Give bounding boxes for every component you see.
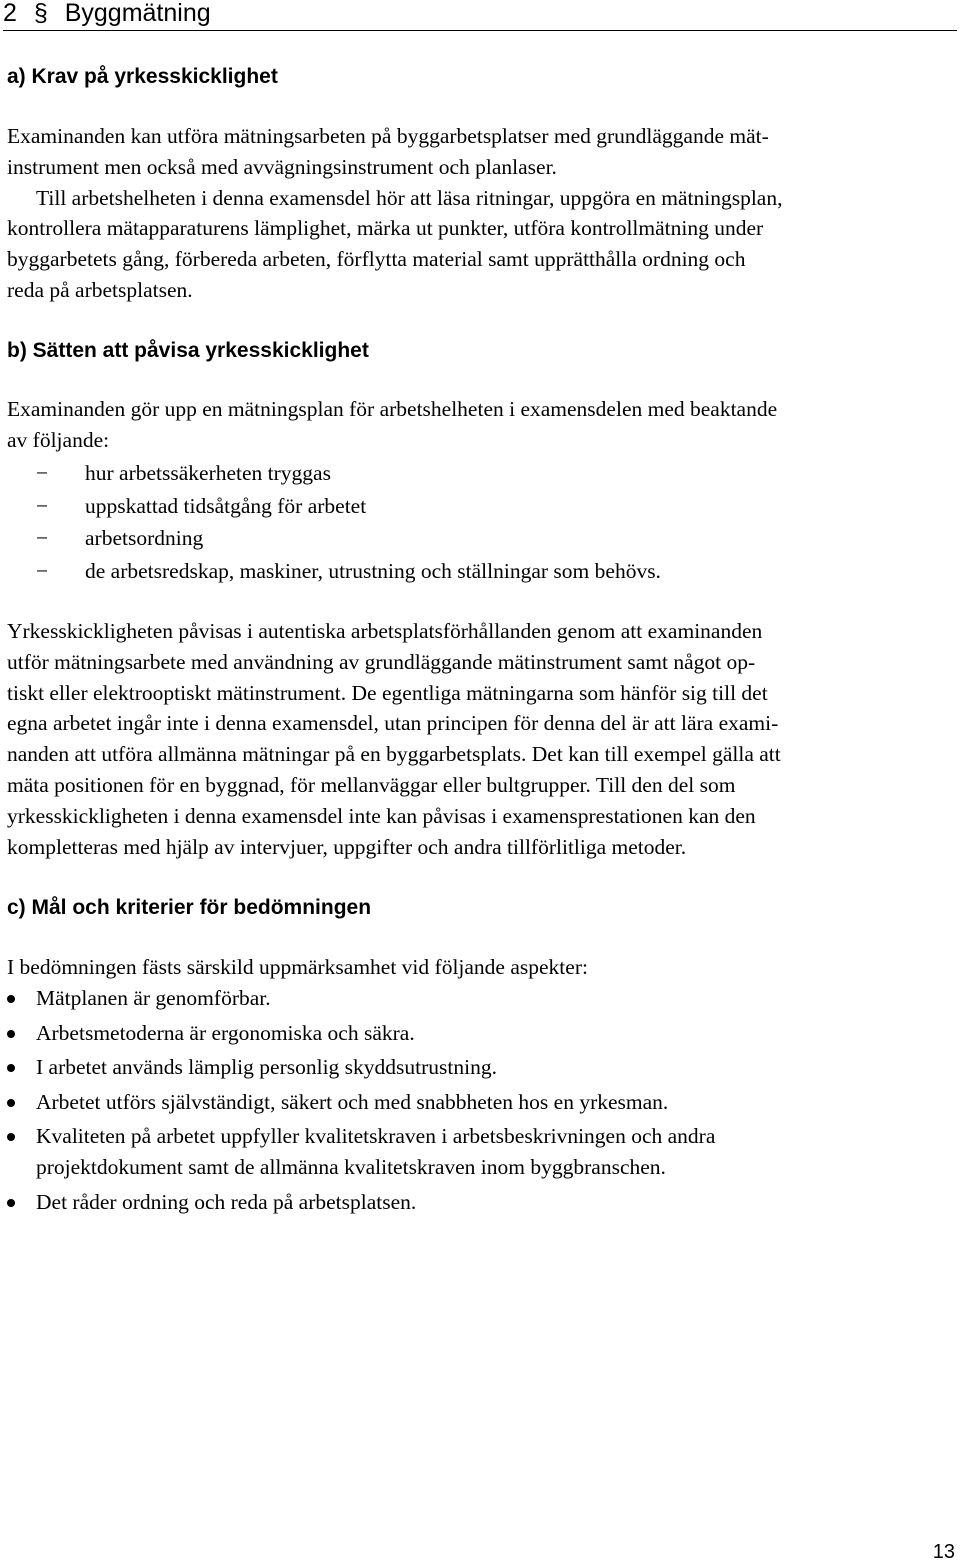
section-b-heading: b) Sätten att påvisa yrkesskicklighet [7,339,369,362]
list-item [7,1052,715,1083]
paragraph-line: av följande: [7,427,110,452]
dash-marker: − [36,461,49,485]
list-item-text: Mätplanen är genomförbar. [36,986,271,1010]
section-c-intro [7,952,957,983]
bullet-marker [7,1030,15,1038]
bullet-marker [7,1064,15,1072]
paragraph-line: kontrollera mätapparaturens lämplighet, märka ut punkter, utföra kontrollmätning under [7,216,764,241]
list-item [7,1087,715,1118]
list-item [36,490,661,523]
dash-marker: − [36,493,49,518]
section-b-paragraph [7,616,957,862]
paragraph-line: mäta positionen för en byggnad, för mellanväggar eller bultgrupper. Till den del som [7,772,736,797]
list-item [36,457,661,490]
dash-list [36,457,661,587]
bullet-marker [7,1133,15,1141]
list-item [7,1121,715,1183]
section-b-intro [7,394,957,456]
dash-marker: − [36,558,49,583]
list-item-text: Arbetsmetoderna är ergonomiska och säkra. [36,1020,415,1045]
paragraph-line: Yrkesskickligheten påvisas i autentiska arbetsplatsförhållanden genom att examinanden [7,619,763,643]
dash-marker: − [36,526,49,551]
page-number: 13 [932,1541,955,1563]
paragraph-line: yrkesskickligheten i denna examensdel inte kan påvisas i examensprestationen kan den [7,803,756,828]
list-item-text: uppskattad tidsåtgång för arbetet [85,493,367,518]
paragraph-line: kompletteras med hjälp av intervjuer, uppgifter och andra tillförlitliga metoder. [7,834,687,859]
chapter-number: 2 [3,0,17,27]
paragraph-line: Examinanden kan utföra mätningsarbeten på byggarbetsplatser med grundläggande mät- [7,124,769,148]
paragraph-line: reda på arbetsplatsen. [7,277,193,302]
bullet-marker [7,1099,15,1107]
paragraph-line: I bedömningen fästs särskild uppmärksamhet vid följande aspekter: [7,955,588,979]
paragraph-line: instrument men också med avvägningsinstrument och planlaser. [7,154,557,179]
list-item [7,1187,715,1218]
list-item-text: arbetsordning [85,526,204,551]
list-item-text: Arbetet utförs självständigt, säkert och med snabbheten hos en yrkesman. [36,1089,669,1114]
paragraph-line: nanden att utföra allmänna mätningar på en byggarbetsplats. Det kan till exempel gälla att [7,742,781,767]
list-item-text: de arbetsredskap, maskiner, utrustning och ställningar som behövs. [85,558,661,583]
list-item [7,983,715,1014]
list-item [7,1018,715,1049]
paragraph-line: tiskt eller elektrooptiskt mätinstrument. De egentliga mätningarna som hänför sig till det [7,680,768,705]
paragraph-line: byggarbetets gång, förbereda arbeten, förflytta material samt upprätthålla ordning och [7,247,746,272]
section-a-paragraph [7,121,957,306]
section-a-heading: a) Krav på yrkesskicklighet [7,65,278,88]
list-item-text: I arbetet används lämplig personlig skyddsutrustning. [36,1055,497,1079]
list-item-text: Det råder ordning och reda på arbetsplatsen. [36,1189,417,1214]
list-item-text: hur arbetssäkerheten tryggas [85,461,331,485]
paragraph-line: Till arbetshelheten i denna examensdel hör att läsa ritningar, uppgöra en mätningsplan, [36,185,783,210]
section-symbol: § [33,0,48,27]
bullet-marker [7,995,15,1003]
chapter-header [3,0,957,31]
paragraph-line: egna arbetet ingår inte i denna examensdel, utan principen för denna del är att lära exami- [7,711,779,736]
list-item [36,555,661,588]
paragraph-line: utför mätningsarbete med användning av grundläggande mätinstrument samt något op- [7,649,756,674]
list-item [36,522,661,555]
paragraph-line: Examinanden gör upp en mätningsplan för arbetshelheten i examensdelen med beaktande [7,397,778,421]
bullet-marker [7,1199,15,1207]
list-item-text: Kvaliteten på arbetet uppfyller kvalitetskraven i arbetsbeskrivningen och andra [36,1124,716,1148]
section-c-heading: c) Mål och kriterier för bedömningen [7,896,372,919]
chapter-title: Byggmätning [64,0,211,27]
list-item-text: projektdokument samt de allmänna kvalitetskraven inom byggbranschen. [36,1155,666,1179]
bullet-list [7,983,715,1221]
